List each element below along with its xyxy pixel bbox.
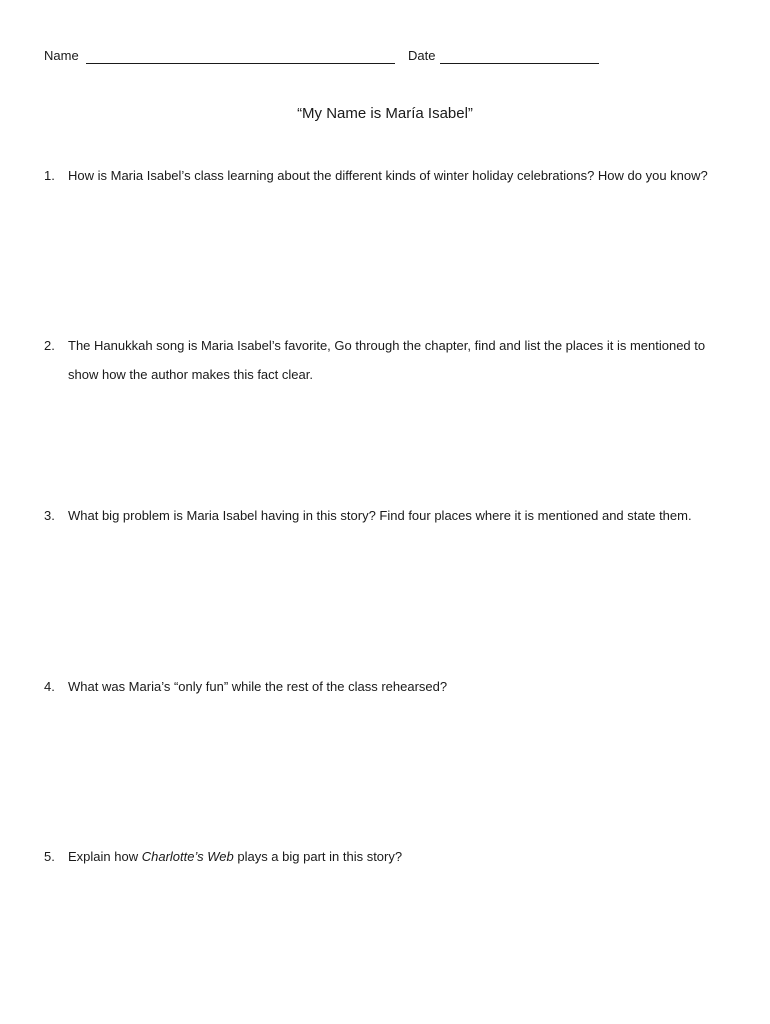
date-label: Date	[408, 48, 436, 63]
question-text: What big problem is Maria Isabel having in this story? Find four places where it is mentioned and state them.	[68, 508, 692, 523]
name-label: Name	[44, 48, 79, 63]
question-text: The Hanukkah song is Maria Isabel’s favorite, Go through the chapter, find and list the places it is mentioned to show how the author makes this fact clear.	[68, 338, 706, 382]
question-1	[44, 162, 724, 191]
question-number: 1.	[44, 168, 55, 183]
question-4	[44, 673, 724, 702]
question-2	[44, 332, 724, 389]
question-text	[68, 843, 724, 872]
question-3	[44, 502, 724, 531]
question-text: What was Maria’s “only fun” while the rest of the class rehearsed?	[68, 679, 448, 694]
worksheet-title: “My Name is María Isabel”	[297, 105, 473, 122]
question-5	[44, 843, 724, 872]
question-number: 2.	[44, 338, 55, 353]
book-title: Charlotte’s Web	[141, 849, 234, 864]
question-number: 3.	[44, 508, 55, 523]
question-text: How is Maria Isabel’s class learning about the different kinds of winter holiday celebrations? How do you know?	[68, 168, 708, 183]
date-line[interactable]	[440, 63, 599, 64]
question-text-part: Explain how	[68, 849, 142, 864]
header-fields	[44, 46, 604, 66]
question-text-part: plays a big part in this story?	[233, 849, 403, 864]
question-number: 4.	[44, 679, 55, 694]
name-line[interactable]	[86, 63, 395, 64]
question-number: 5.	[44, 849, 55, 864]
